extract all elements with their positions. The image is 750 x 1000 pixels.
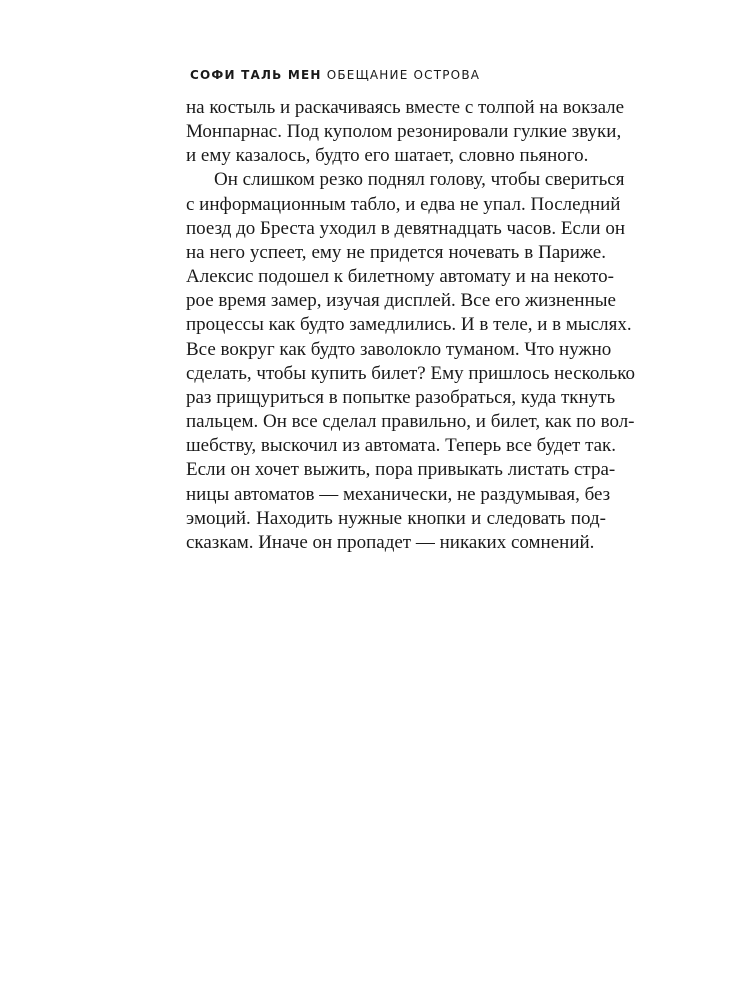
text-line: на костыль и раскачиваясь вместе с толпой на вокзале (186, 97, 625, 118)
body-text (186, 96, 636, 555)
text-line: сделать, чтобы купить билет? Ему пришлось несколько (186, 362, 636, 384)
text-line: шебству, выскочил из автомата. Теперь все будет так. (186, 435, 617, 457)
text-line: Он слишком резко поднял голову, чтобы свериться (214, 169, 625, 191)
text-line: эмоций. Находить нужные кнопки и следовать под- (186, 507, 606, 529)
text-line: раз прищуриться в попытке разобраться, куда ткнуть (186, 386, 616, 408)
text-line: Алексис подошел к билетному автомату и на некото- (186, 266, 614, 288)
text-line: рое время замер, изучая дисплей. Все его жизненные (186, 290, 616, 312)
text-line: ницы автоматов — механически, не раздумывая, без (186, 483, 611, 505)
paragraph (186, 96, 625, 168)
text-line: поезд до Бреста уходил в девятнадцать часов. Если он (186, 217, 626, 239)
running-head-author: СОФИ ТАЛЬ МЕН (190, 68, 322, 82)
text-line: на него успеет, ему не придется ночевать в Париже. (186, 241, 606, 263)
text-line: сказкам. Иначе он пропадет — никаких сомнений. (186, 531, 595, 553)
text-line: процессы как будто замедлились. И в теле, и в мыслях. (186, 314, 632, 336)
running-head-book-title: ОБЕЩАНИЕ ОСТРОВА (326, 68, 481, 82)
text-line: с информационным табло, и едва не упал. Последний (186, 193, 621, 215)
text-line: пальцем. Он все сделал правильно, и билет, как по вол- (186, 411, 635, 433)
paragraph (186, 168, 636, 555)
text-line: и ему казалось, будто его шатает, словно пьяного. (186, 145, 589, 167)
text-line: Все вокруг как будто заволокло туманом. Что нужно (186, 338, 612, 360)
running-head (190, 68, 480, 82)
text-line: Монпарнас. Под куполом резонировали гулкие звуки, (186, 121, 622, 143)
text-line: Если он хочет выжить, пора привыкать листать стра- (186, 459, 616, 481)
